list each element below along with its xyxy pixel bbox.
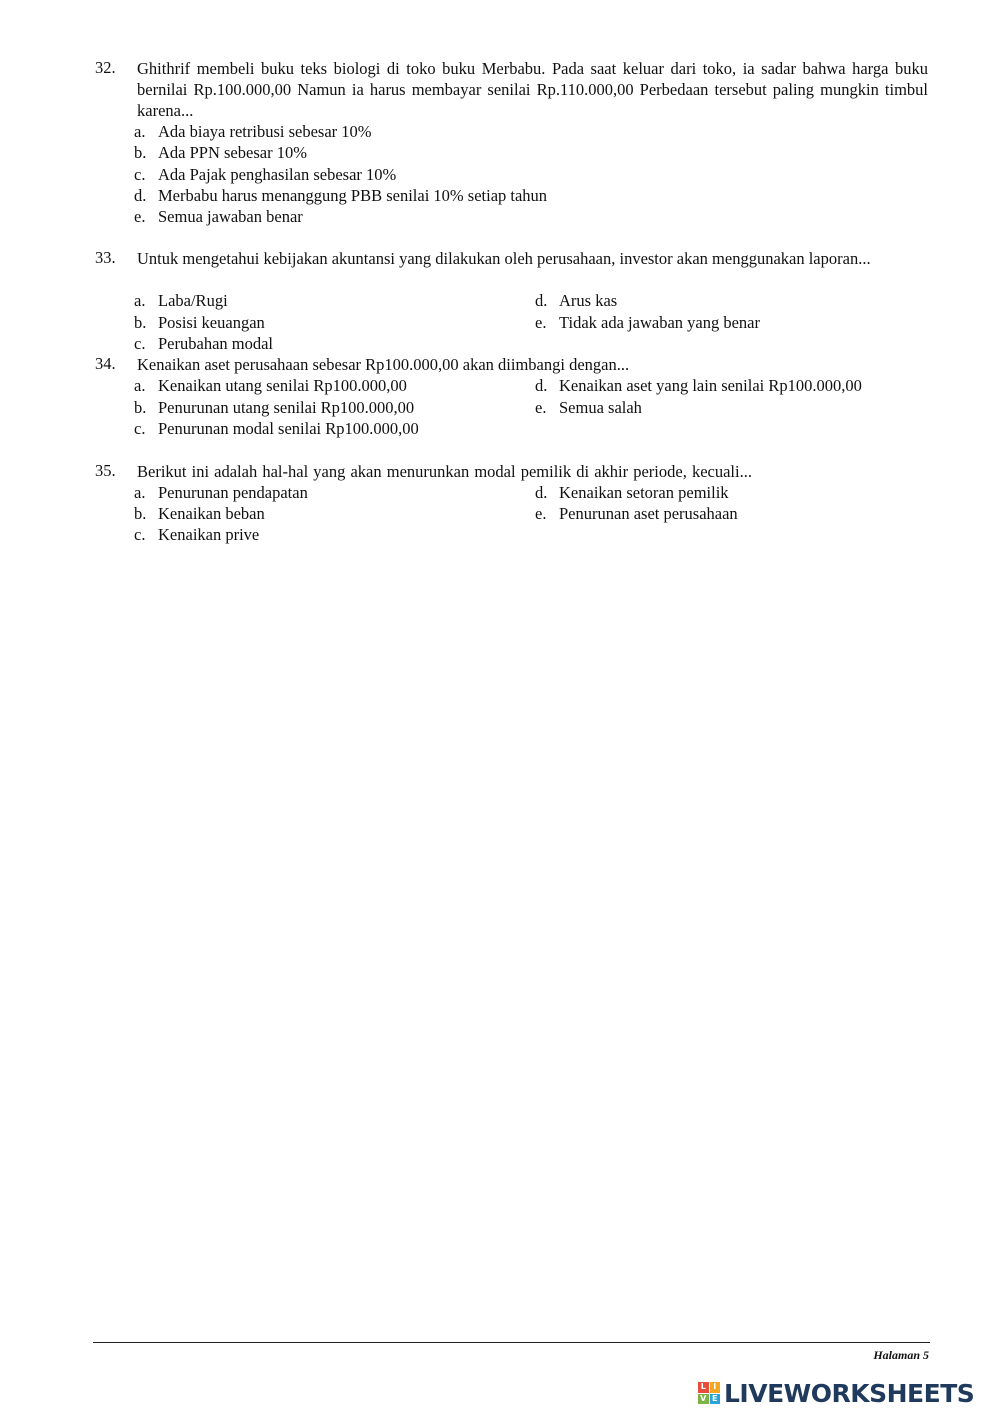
liveworksheets-logo[interactable] [698, 1378, 974, 1408]
option-text: Perubahan modal [158, 334, 274, 353]
option-c [134, 524, 259, 545]
option-a [134, 290, 228, 311]
option-letter: a. [134, 483, 146, 502]
option-b [134, 142, 307, 163]
question-33 [95, 248, 928, 269]
option-letter: b. [134, 143, 147, 162]
option-text: Kenaikan aset yang lain senilai Rp100.000,00 [559, 376, 862, 395]
liveworksheets-icon [698, 1382, 720, 1404]
option-a [134, 121, 372, 142]
option-letter: b. [134, 313, 147, 332]
question-number: 33. [95, 248, 116, 267]
option-text: Semua jawaban benar [158, 207, 303, 226]
option-text: Tidak ada jawaban yang benar [559, 313, 760, 332]
question-text: Untuk mengetahui kebijakan akuntansi yang dilakukan oleh perusahaan, investor akan menggunakan laporan... [137, 249, 871, 268]
question-32 [95, 58, 928, 121]
question-text: Ghithrif membeli buku teks biologi di toko buku Merbabu. Pada saat keluar dari toko, ia sadar bahwa harga buku bernilai Rp.100.000,00 Namun ia harus membayar senilai Rp.110.000,00 Perbedaan tersebut paling mungkin timbul karena... [137, 59, 928, 120]
option-text: Ada biaya retribusi sebesar 10% [158, 122, 372, 141]
question-text: Berikut ini adalah hal-hal yang akan menurunkan modal pemilik di akhir periode, kecuali... [137, 462, 752, 481]
option-e [535, 503, 738, 524]
option-letter: b. [134, 504, 147, 523]
question-number: 34. [95, 354, 116, 373]
option-letter: a. [134, 122, 146, 141]
option-b [134, 312, 265, 333]
option-letter: d. [535, 291, 548, 310]
option-letter: c. [134, 165, 146, 184]
option-c [134, 164, 396, 185]
option-d [535, 375, 862, 396]
option-d [134, 185, 547, 206]
question-35 [95, 461, 928, 482]
option-letter: e. [535, 504, 547, 523]
option-letter: c. [134, 334, 146, 353]
option-letter: d. [535, 483, 548, 502]
option-text: Kenaikan utang senilai Rp100.000,00 [158, 376, 407, 395]
option-text: Semua salah [559, 398, 642, 417]
option-text: Ada PPN sebesar 10% [158, 143, 307, 162]
option-b [134, 397, 414, 418]
option-c [134, 418, 419, 439]
option-text: Penurunan utang senilai Rp100.000,00 [158, 398, 415, 417]
option-letter: d. [134, 186, 147, 205]
option-text: Laba/Rugi [158, 291, 228, 310]
option-a [134, 482, 308, 503]
option-text: Merbabu harus menanggung PBB senilai 10% setiap tahun [158, 186, 548, 205]
option-text: Kenaikan setoran pemilik [559, 483, 729, 502]
logo-icon-cell: I [710, 1382, 721, 1393]
option-e [535, 312, 760, 333]
option-b [134, 503, 265, 524]
option-d [535, 482, 729, 503]
option-e [134, 206, 303, 227]
footer-divider [93, 1342, 930, 1343]
option-letter: b. [134, 398, 147, 417]
logo-text: LIVEWORKSHEETS [724, 1378, 975, 1408]
question-number: 32. [95, 58, 116, 77]
option-text: Penurunan aset perusahaan [559, 504, 738, 523]
option-letter: e. [535, 313, 547, 332]
logo-icon-cell: E [710, 1394, 721, 1405]
option-c [134, 333, 273, 354]
option-text: Arus kas [559, 291, 618, 310]
option-letter: d. [535, 376, 548, 395]
option-letter: a. [134, 376, 146, 395]
logo-icon-cell: V [698, 1394, 709, 1405]
option-text: Kenaikan prive [158, 525, 260, 544]
page-number: Halaman 5 [873, 1348, 929, 1362]
question-34 [95, 354, 928, 375]
option-letter: c. [134, 419, 146, 438]
option-letter: e. [535, 398, 547, 417]
option-text: Posisi keuangan [158, 313, 265, 332]
option-letter: c. [134, 525, 146, 544]
option-letter: e. [134, 207, 146, 226]
option-text: Penurunan modal senilai Rp100.000,00 [158, 419, 419, 438]
logo-icon-cell: L [698, 1382, 709, 1393]
option-text: Ada Pajak penghasilan sebesar 10% [158, 165, 397, 184]
option-e [535, 397, 642, 418]
question-text: Kenaikan aset perusahaan sebesar Rp100.000,00 akan diimbangi dengan... [137, 355, 630, 374]
option-text: Penurunan pendapatan [158, 483, 308, 502]
option-d [535, 290, 617, 311]
option-text: Kenaikan beban [158, 504, 265, 523]
question-number: 35. [95, 461, 116, 480]
option-letter: a. [134, 291, 146, 310]
option-a [134, 375, 407, 396]
